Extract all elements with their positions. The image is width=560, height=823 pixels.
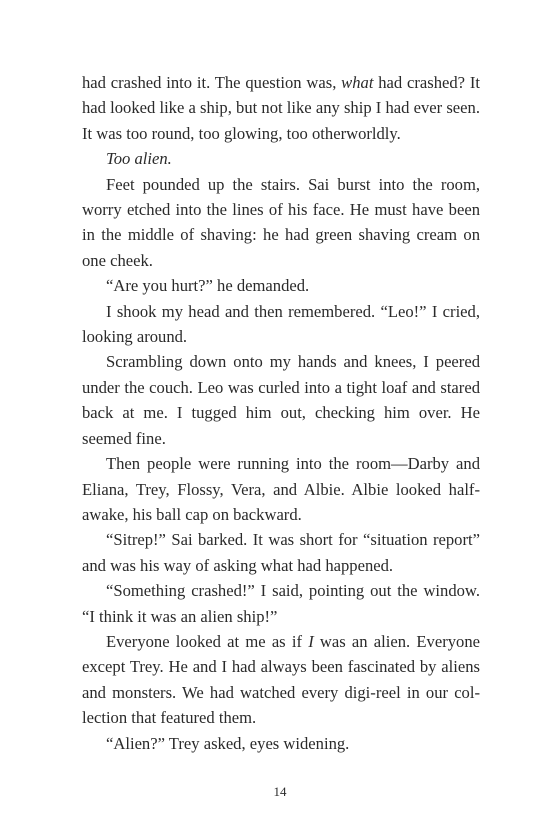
paragraph [82, 70, 480, 146]
text-segment: Scrambling down onto my hands and knees, I peered under the couch. Leo was curled into a tight loaf and stared back at me. I tugged him out, checking him over. He seemed fine. [82, 352, 480, 448]
text-segment: had crashed? It had looked like a ship, but not like any ship I had ever seen. It was too round, too glowing, too otherworldly. [82, 73, 480, 143]
text-segment: was an alien. Everyone except Trey. He and I had always been fascinated by aliens and monsters. We had watched every digi-reel in our collection that featured them. [82, 631, 480, 728]
paragraph [82, 527, 480, 578]
text-segment: “Alien?” Trey asked, eyes widening. [106, 733, 350, 753]
text-segment: “Sitrep!” Sai barked. It was short for “situation report” and was his way of asking what had happened. [82, 530, 480, 575]
page-number: 14 [273, 784, 287, 799]
page-body [82, 70, 480, 756]
paragraph [82, 629, 480, 731]
paragraph [82, 273, 480, 298]
paragraph [82, 146, 480, 171]
text-segment: Everyone looked at me as if [106, 631, 309, 651]
text-segment: Feet pounded up the stairs. Sai burst into the room, worry etched into the lines of his face. He must have been in the middle of shaving: he had green shaving cream on one cheek. [82, 174, 480, 270]
paragraph [82, 451, 480, 527]
text-segment: Then people were running into the room—Darby and Eliana, Trey, Flossy, Vera, and Albie. Albie looked half-awake, his ball cap on backward. [82, 454, 480, 524]
paragraph [82, 299, 480, 350]
paragraph [82, 172, 480, 274]
text-segment: I shook my head and then remembered. “Leo!” I cried, looking around. [82, 301, 480, 347]
text-segment: had crashed into it. The question was, [82, 73, 342, 92]
paragraph [82, 731, 480, 756]
italic-text: what [341, 73, 374, 92]
paragraph [82, 578, 480, 629]
text-segment: “Something crashed!” I said, pointing out the window. “I think it was an alien ship!” [82, 581, 480, 626]
text-segment: “Are you hurt?” he demanded. [106, 276, 310, 296]
italic-text: I [308, 631, 314, 651]
paragraph [82, 349, 480, 451]
italic-text: Too alien. [106, 149, 172, 169]
